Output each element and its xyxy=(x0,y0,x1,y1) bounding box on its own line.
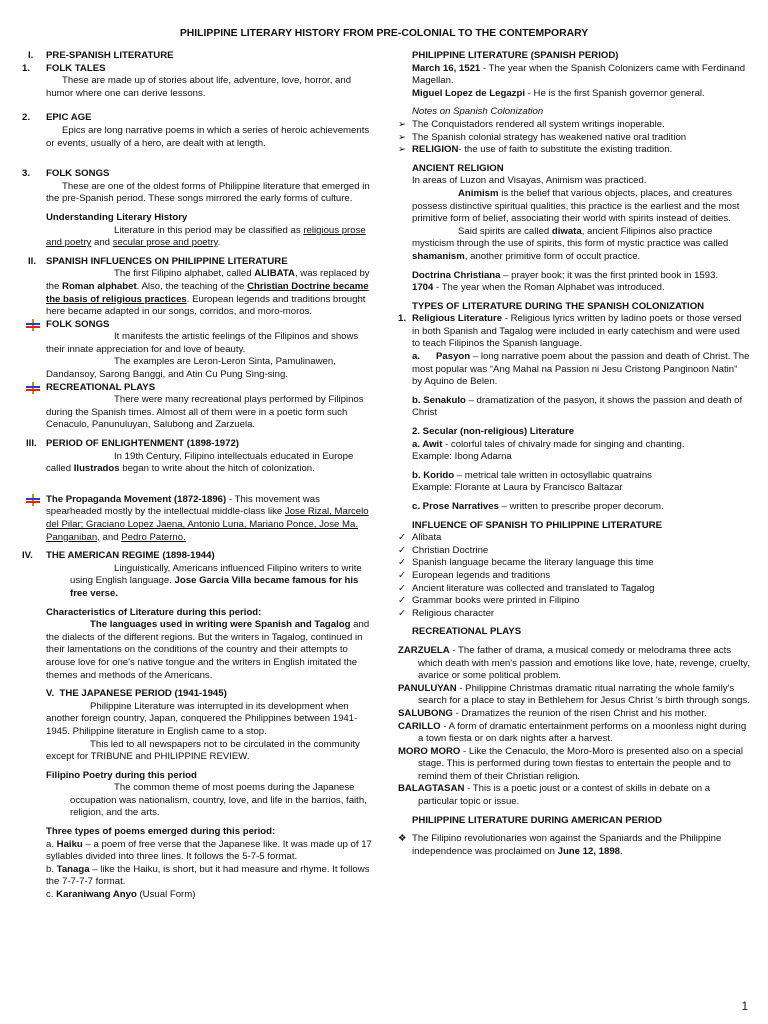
list-item: ✓ Religious character xyxy=(398,607,495,619)
paragraph-korido: b. Korido – metrical tale written in octosyllabic quatrains xyxy=(412,469,652,481)
list-item: ➢ The Spanish colonial strategy has weakened native oral tradition xyxy=(398,131,687,143)
influence-list xyxy=(398,532,750,620)
paragraph-tanaga: b. Tanaga – like the Haiku, is short, but it had measure and rhyme. It follows the 7-7-7-7 format. xyxy=(46,863,370,888)
section-number: III. xyxy=(26,438,37,450)
section-title: PERIOD OF ENLIGHTENMENT (1898-1972) xyxy=(46,438,239,450)
paragraph-doctrina-christiana: Doctrina Christiana – prayer book; it was the first printed book in 1593. xyxy=(412,269,719,281)
check-icon: ✓ xyxy=(398,582,407,594)
heading-characteristics: Characteristics of Literature during this period: xyxy=(46,606,262,618)
check-icon: ✓ xyxy=(398,595,407,607)
heading-text: FOLK SONGS xyxy=(46,168,110,180)
page-number: 1 xyxy=(741,1001,748,1014)
plays-list xyxy=(398,645,750,809)
check-icon: ✓ xyxy=(398,544,407,556)
paragraph-enlightenment: In 19th Century, Filipino intellectuals educated in Europe called Ilustrados began to write about the hitch of colonization. xyxy=(46,450,354,475)
paragraph-folk-songs-spanish-1: It manifests the artistic feelings of the Filipinos and shows their innate appreciation for and love of beauty. xyxy=(46,331,359,355)
paragraph-karaniwang-anyo: c. Karaniwang Anyo (Usual Form) xyxy=(46,889,196,901)
play-item: PANULUYAN - Philippine Christmas dramatic ritual narrating the whole family's search for a place to stay in Bethlehem for Jesus Christ 's birth through songs. xyxy=(398,682,750,707)
list-item: ✓ Christian Doctrine xyxy=(398,544,489,556)
list-item: ➢ The Conquistadors rendered all system writings inoperable. xyxy=(398,118,665,130)
check-icon: ✓ xyxy=(398,532,407,544)
heading-notes-spanish-colonization: Notes on Spanish Colonization xyxy=(412,106,544,118)
paragraph-animism-intro: In areas of Luzon and Visayas, Animism was practiced. xyxy=(412,175,647,187)
heading-three-types: Three types of poems emerged during this period: xyxy=(46,826,276,838)
paragraph-senakulo: b. Senakulo – dramatization of the pasyon, it shows the passion and death of Christ xyxy=(412,394,743,419)
heading-epic-age xyxy=(22,112,376,125)
paragraph-propaganda-movement: The Propaganda Movement (1872-1896) - This movement was spearheaded mostly by the intellectual middle-class like Jose Rizal, Marcelo del Pilar; Graciano Lopez Jaena, Antonio Luna, Mariano Ponce, Jose Ma. Panganiban, and Pedro Paterno. xyxy=(46,494,376,544)
paragraph-spanish-influences: The first Filipino alphabet, called ALIBATA, was replaced by the Roman alphabet. Also, the teaching of the Christian Doctrine became the basis of religious practices. European legends and traditions brought here became adapted in our songs, corridos, and moro-moros. xyxy=(46,268,370,318)
list-item: ✓ Alibata xyxy=(398,532,442,544)
paragraph-japanese-period-2: This led to all newspapers not to be circulated in the community except for TRIBUNE and PHILIPPINE REVIEW. xyxy=(46,738,360,763)
heading-text: FOLK TALES xyxy=(46,62,106,74)
paragraph-understanding-literary-history: Literature in this period may be classified as religious prose and poetry and secular prose and poetry. xyxy=(46,224,366,249)
right-column xyxy=(398,50,750,858)
heading-understanding-literary-history: Understanding Literary History xyxy=(46,211,188,223)
play-item: CARILLO - A form of dramatic entertainment performs on a moonless night during a town fiesta or on dark nights after a harvest. xyxy=(398,720,747,745)
diamond-bullet-icon: ❖ xyxy=(398,833,407,845)
heading-folk-tales xyxy=(22,63,376,76)
paragraph-japanese-period-1: Philippine Literature was interrupted in its development when another foreign country, Japan, conquered the Philippines between 1941-1945. Philippine literature in English came to a stop. xyxy=(46,700,358,737)
check-icon: ✓ xyxy=(398,557,407,569)
section-title: SPANISH INFLUENCES ON PHILIPPINE LITERATURE xyxy=(46,255,288,267)
paragraph-korido-example: Example: Florante at Laura by Francisco Baltazar xyxy=(412,482,623,494)
paragraph-legazpi: Miguel Lopez de Legazpi - He is the first Spanish governor general. xyxy=(412,87,705,99)
list-item: ✓ Grammar books were printed in Filipino xyxy=(398,595,580,607)
section-heading-pre-spanish xyxy=(22,50,376,63)
section-heading-japanese-period: V. THE JAPANESE PERIOD (1941-1945) xyxy=(46,688,227,700)
heading-spanish-period: PHILIPPINE LITERATURE (SPANISH PERIOD) xyxy=(412,50,619,61)
heading-ancient-religion: ANCIENT RELIGION xyxy=(412,162,504,174)
page-title: PHILIPPINE LITERARY HISTORY FROM PRE-COLONIAL TO THE CONTEMPORARY xyxy=(179,28,589,39)
list-item: ✓ Ancient literature was collected and translated to Tagalog xyxy=(398,582,655,594)
paragraph-animism: Animism is the belief that various objects, places, and creatures possess distinctive spiritual qualities, this practice is the earliest and the most primitive form of belief, associating their world with spirits instead of deities. xyxy=(412,187,740,225)
heading-recreational-plays-left: RECREATIONAL PLAYS xyxy=(46,382,376,395)
item-number: 3. xyxy=(22,168,31,180)
paragraph-haiku: a. Haiku – a poem of free verse that the Japanese like. It was made up of 17 syllables divided into three lines. It follows the 5-7-5 format. xyxy=(46,838,372,863)
heading-recreational-plays-right: RECREATIONAL PLAYS xyxy=(412,626,522,638)
heading-text: EPIC AGE xyxy=(46,112,92,124)
flag-bullet-icon xyxy=(26,494,40,506)
paragraph-march-1521: March 16, 1521 - The year when the Spanish Colonizers came with Ferdinand Magellan. xyxy=(412,62,746,87)
left-column xyxy=(22,50,376,902)
section-heading-enlightenment xyxy=(22,438,376,451)
paragraph-filipino-poetry: The common theme of most poems during the Japanese occupation was nationalism, country, love, and life in the barrios, faith, religion, and the arts. xyxy=(70,782,367,819)
section-heading-spanish-influences xyxy=(22,256,376,269)
section-heading-american-regime xyxy=(22,550,376,563)
arrow-bullet-icon: ➢ xyxy=(398,118,407,130)
list-item: ✓ Spanish language became the literary language this time xyxy=(398,557,654,569)
paragraph-american-period: ❖ The Filipino revolutionaries won against the Spaniards and the Philippine independence was proclaimed on June 12, 1898. xyxy=(398,833,722,857)
play-item: MORO MORO - Like the Cenaculo, the Moro-Moro is presented also on a special stage. This is performed during town fiestas to entertain the people and to remind them of their Christian religion. xyxy=(398,745,743,782)
heading-filipino-poetry: Filipino Poetry during this period xyxy=(46,769,197,781)
paragraph-american-regime: Linguistically, Americans influenced Filipino writers to write using English language. Jose Garcia Villa became famous for his free verse. xyxy=(70,562,362,599)
play-item: ZARZUELA - The father of drama, a musical comedy or melodrama three acts which death with men's passion and emotions like love, hate, revenge, cruelty, avarice or some political problem. xyxy=(398,644,750,682)
list-item: ➢ RELIGION- the use of faith to substitute the existing tradition. xyxy=(398,144,673,156)
item-number: 2. xyxy=(22,112,31,124)
heading-folk-songs xyxy=(22,168,376,181)
section-title: THE AMERICAN REGIME (1898-1944) xyxy=(46,550,215,562)
heading-folk-songs-spanish: FOLK SONGS xyxy=(46,319,376,332)
section-title: PRE-SPANISH LITERATURE xyxy=(46,50,174,61)
section-number: IV. xyxy=(22,550,33,562)
paragraph-prose-narratives: c. Prose Narratives – written to prescribe proper decorum. xyxy=(412,501,664,512)
check-icon: ✓ xyxy=(398,607,407,619)
section-number: I. xyxy=(28,50,34,61)
paragraph-folk-songs: These are one of the oldest forms of Philippine literature that emerged in the pre-Spanish period. These songs mirrored the early forms of culture. xyxy=(46,180,370,205)
arrow-bullet-icon: ➢ xyxy=(398,144,407,156)
heading-influence-of-spanish: INFLUENCE OF SPANISH TO PHILIPPINE LITERATURE xyxy=(412,519,662,531)
flag-bullet-icon xyxy=(26,382,40,394)
play-item: BALAGTASAN - This is a poetic joust or a contest of skills in debate on a particular topic or issue. xyxy=(398,783,711,808)
paragraph-characteristics: The languages used in writing were Spanish and Tagalog and the dialects of the different regions. But the writers in Tagalog, continued in their lamentations on the conditions of the country and their attempts to arouse love for one's native tongue and the writers in English imitated the themes and methods of the Americans. xyxy=(46,619,370,681)
paragraph-recreational-plays-left: There were many recreational plays performed by Filipinos during the Spanish times. Almost all of them were in a poetic form such Cenaculo, Panunuluyan, Salubong and Zarzuela. xyxy=(46,394,364,431)
section-number: II. xyxy=(28,255,36,267)
flag-bullet-icon xyxy=(26,319,40,331)
paragraph-religious-literature: 1. Religious Literature - Religious lyrics written by ladino poets or those versed in both Spanish and Tagalog were included in early catechism and were used to teach Filipinos the Spanish language. xyxy=(398,313,742,350)
heading-american-period: PHILIPPINE LITERATURE DURING AMERICAN PERIOD xyxy=(412,814,662,826)
paragraph-roman-alphabet: 1704 - The year when the Roman Alphabet was introduced. xyxy=(412,282,665,294)
paragraph-diwata: Said spirits are called diwata, ancient Filipinos also practice mysticism through the use of spirits, this form of mystic practice was called shamanism, another primitive form of occult practice. xyxy=(412,225,729,262)
list-item: ✓ European legends and traditions xyxy=(398,569,551,581)
item-number: 1. xyxy=(22,62,31,74)
heading-secular-literature: 2. Secular (non-religious) Literature xyxy=(412,426,575,438)
play-item: SALUBONG - Dramatizes the reunion of the risen Christ and his mother. xyxy=(398,707,707,719)
paragraph-pasyon: a. Pasyon – long narrative poem about the passion and death of Christ. The most popular was “Ang Mahal na Passion ni Jesu Cristong Panginoon Natin” by Aquino de Belen. xyxy=(412,351,750,388)
check-icon: ✓ xyxy=(398,569,407,581)
arrow-bullet-icon: ➢ xyxy=(398,131,407,143)
paragraph-awit-example: Example: Ibong Adarna xyxy=(412,451,512,463)
paragraph-folk-songs-spanish-2: The examples are Leron-Leron Sinta, Pamulinawen, Dandansoy, Sarong Banggi, and Atin Cu Pung Sing-sing. xyxy=(46,356,336,381)
paragraph-folk-tales: These are made up of stories about life, adventure, love, horror, and humor where one can derive lessons. xyxy=(46,75,352,99)
paragraph-awit: a. Awit - colorful tales of chivalry made for singing and chanting. xyxy=(412,438,685,450)
heading-types-of-literature: TYPES OF LITERATURE DURING THE SPANISH COLONIZATION xyxy=(412,300,705,312)
paragraph-epic-age: Epics are long narrative poems in which a series of heroic achievements or events, usually of a hero, are dealt with at length. xyxy=(46,124,370,149)
